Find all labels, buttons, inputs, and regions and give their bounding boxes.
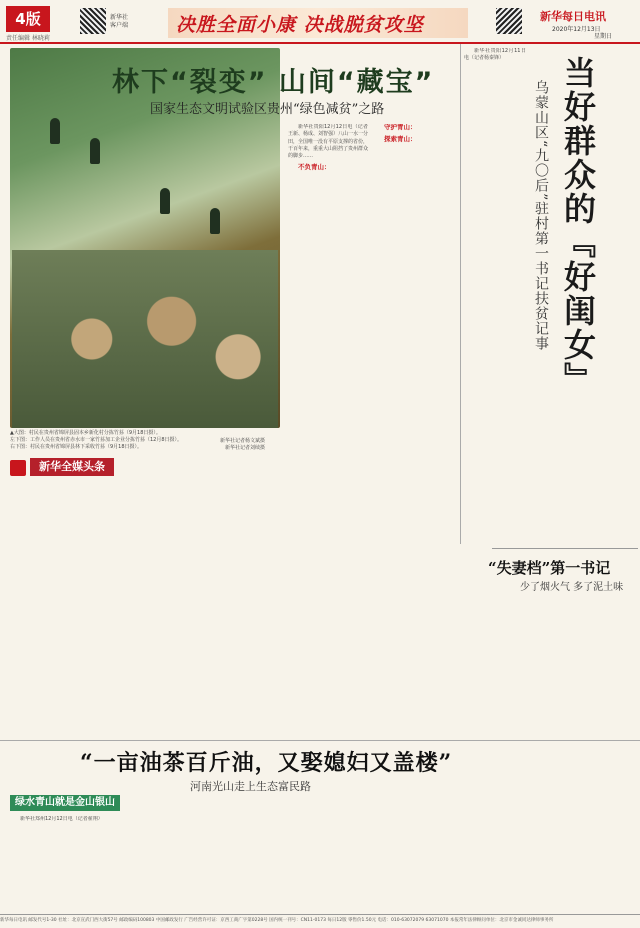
second-story-column — [404, 800, 484, 910]
lead-body-column — [288, 124, 368, 732]
subhead: 守护青山： — [384, 124, 417, 131]
subhead: 不负青山： — [298, 163, 331, 172]
app-label: 新华社 客户端 — [110, 14, 129, 29]
feature-column — [204, 456, 284, 732]
third-story-body — [490, 596, 636, 908]
second-story-subheadline: 河南光山走上生态富民路 — [190, 780, 311, 793]
second-story-column — [128, 800, 214, 910]
second-story-column — [10, 816, 120, 910]
feature-column — [116, 456, 198, 732]
qr-code-icon[interactable] — [496, 8, 522, 34]
page-footer: 新华每日电讯 邮发代号1-30 社址：北京宣武门西大街57号 邮政编码100803 中国邮政发行 广告经营许可证：京西工商广字第0228号 国内统一刊号：CN11-0173 每日12版 零售价1.50元 电话：010-63072079 63071070 本报常年法律顾问单位：北京市金诚同达律师事务所 — [0, 914, 640, 928]
right-body-column — [464, 48, 526, 538]
issue-weekday: 星期日 — [594, 33, 613, 40]
column-divider — [460, 44, 461, 544]
slogan-text: 决胜全面小康 决战脱贫攻坚 — [176, 14, 424, 36]
section-editor: 责任编辑 林晓莉 — [6, 35, 50, 42]
person-figure — [90, 138, 100, 164]
section-divider — [492, 548, 638, 549]
person-figure — [210, 208, 220, 234]
mushroom-baskets-photo — [12, 250, 278, 428]
lead-subheadline: 国家生态文明试验区贵州“绿色减贫”之路 — [150, 102, 385, 117]
person-figure — [50, 118, 60, 144]
page-number-badge: 4版 — [6, 6, 50, 32]
third-story-subheadline: 少了烟火气 多了泥土味 — [520, 582, 624, 593]
second-story-dateline: 新华社郑州12月12日电（记者翟翔） — [20, 816, 103, 822]
photo-caption: ▲大图：村民在贵州省锦屏县固本乡新化村分拣竹荪（9月18日摄）。 左下图：工作人员在贵州省赤水市一家竹荪加工企业分拣竹荪（12月8日摄）。 右下图：村民在贵州省锦屏县林下采收竹荪（9月18日摄）。 — [10, 430, 183, 450]
right-body-column — [532, 270, 636, 540]
third-story-headline[interactable]: “失妻档”第一书记 — [488, 559, 611, 577]
feature-badge: 新华全媒头条 — [30, 458, 114, 476]
feature-column — [10, 482, 110, 732]
qr-code-icon[interactable] — [80, 8, 106, 34]
right-story-dateline: 新华社贵阳12月11日电（记者杨秦锋） — [464, 48, 526, 62]
paper-name: 新华每日电讯 — [540, 10, 606, 23]
lead-body-excerpt: 新华社贵阳12月12日电（记者王新、杨成、刘智强）八山一水一分田，全国唯一没有平原支撑的省份，干百年来，重重大山阻挡了贵州群众的脚步…… — [288, 124, 368, 160]
right-story-subtitle: 乌蒙山区“九〇后”驻村第一书记扶贫记事 — [533, 80, 549, 352]
second-story-column — [312, 800, 398, 910]
subhead: 探索青山： — [384, 135, 417, 144]
lead-body-column — [374, 124, 456, 732]
second-story-headline[interactable]: “一亩油茶百斤油，又娶媳妇又盖楼” — [80, 750, 453, 776]
person-figure — [160, 188, 170, 214]
xinhua-icon — [10, 460, 26, 476]
lead-headline[interactable]: 林下“裂变” 山间“藏宝” — [112, 67, 435, 98]
green-badge: 绿水青山就是金山银山 — [10, 795, 120, 811]
second-story-column — [220, 800, 306, 910]
section-divider — [0, 740, 640, 741]
photo-credit: 新华社记者杨文斌摄 新华社记者刘续摄 — [220, 438, 266, 451]
issue-date: 2020年12月13日 — [552, 26, 601, 33]
right-story-title[interactable]: 当好群众的『好闺女』 — [559, 56, 597, 396]
